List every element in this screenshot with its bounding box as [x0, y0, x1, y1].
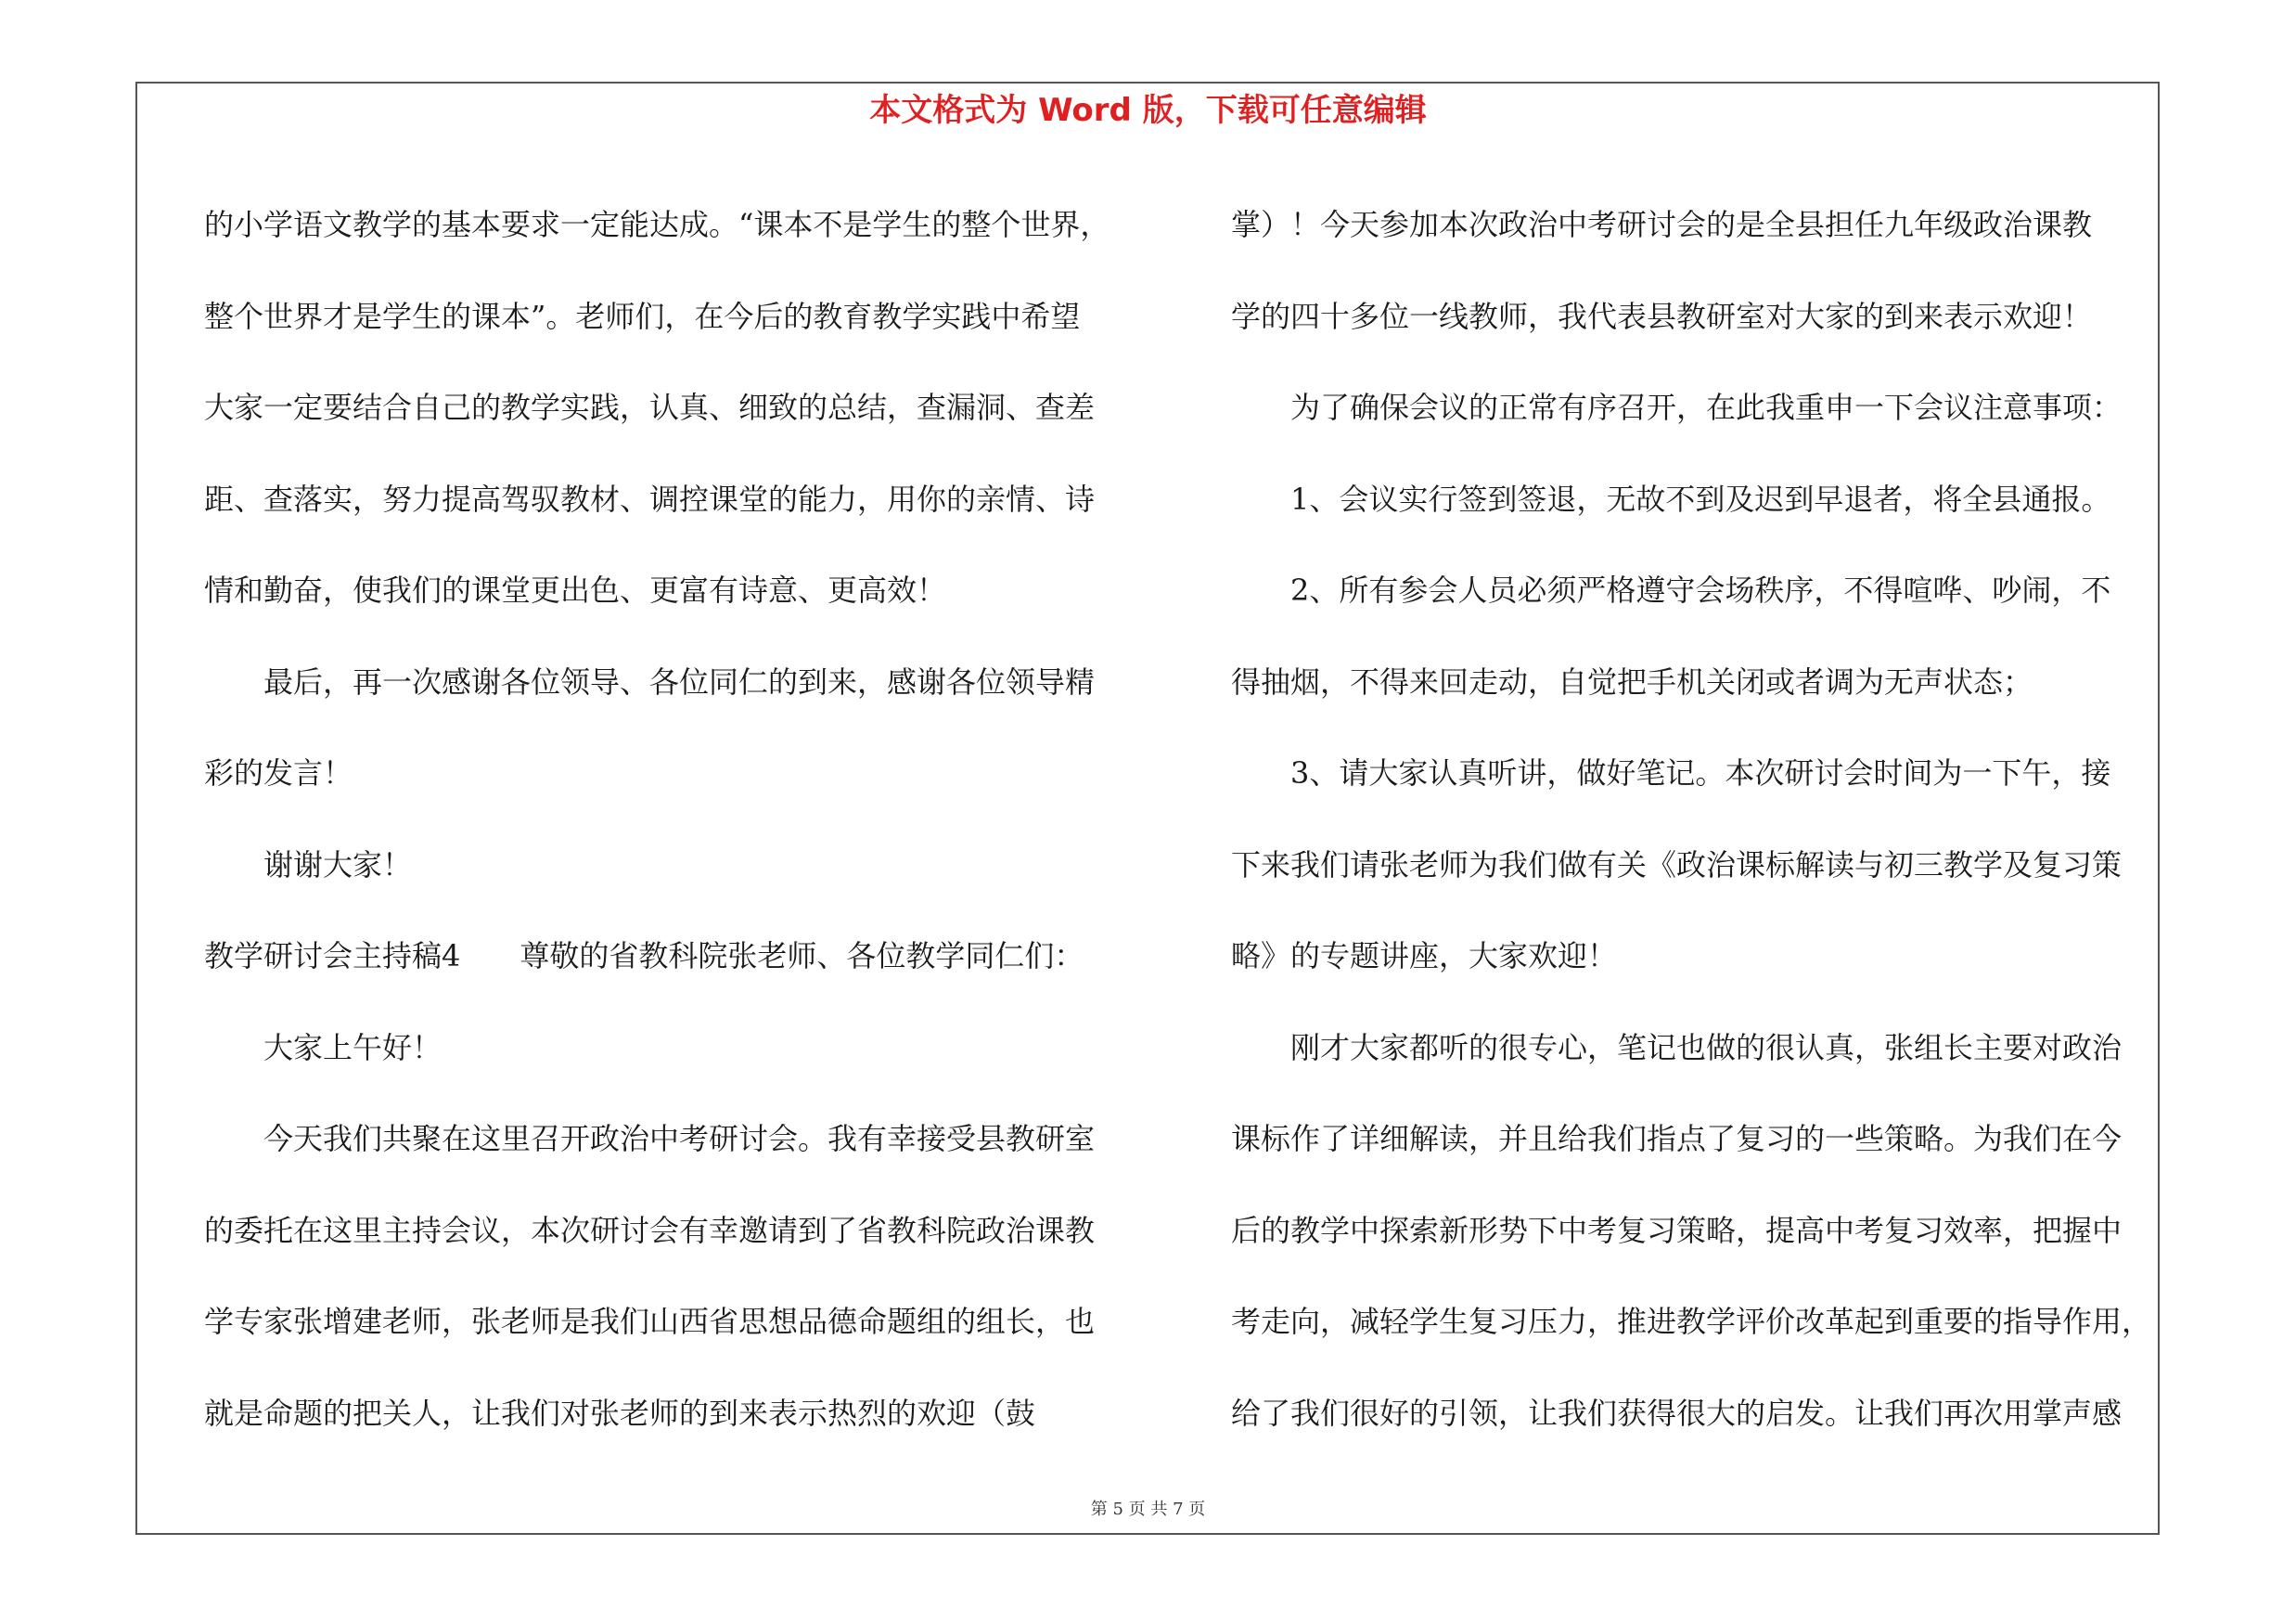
paragraph-line: 2、所有参会人员必须严格遵守会场秩序，不得喧哗、吵闹，不: [1290, 573, 2111, 608]
paragraph-line: 距、查落实，努力提高驾驭教材、调控课堂的能力，用你的亲情、诗: [204, 481, 1096, 517]
paragraph-line: 彩的发言！: [204, 755, 353, 791]
paragraph-line: 课标作了详细解读，并且给我们指点了复习的一些策略。为我们在今: [1231, 1121, 2123, 1156]
right-text-column: [1231, 179, 2159, 1459]
paragraph-line: 的委托在这里主持会议，本次研讨会有幸邀请到了省教科院政治课教: [204, 1212, 1096, 1248]
paragraph-line: 略》的专题讲座，大家欢迎！: [1231, 938, 1618, 973]
paragraph-line: 谢谢大家！: [263, 846, 413, 882]
paragraph-line: 给了我们很好的引领，让我们获得很大的启发。让我们再次用掌声感: [1231, 1395, 2123, 1431]
paragraph-line: 考走向，减轻学生复习压力，推进教学评价改革起到重要的指导作用，: [1231, 1304, 2152, 1339]
paragraph-line: 3、请大家认真听讲，做好笔记。本次研讨会时间为一下午，接: [1290, 755, 2111, 791]
paragraph-line: 就是命题的把关人，让我们对张老师的到来表示热烈的欢迎（鼓: [204, 1395, 1036, 1431]
word-format-banner: 本文格式为 Word 版，下载可任意编辑: [869, 92, 1427, 129]
section-heading-line: 教学研讨会主持稿4 尊敬的省教科院张老师、各位教学同仁们：: [204, 938, 1084, 973]
paragraph-line: 掌）！今天参加本次政治中考研讨会的是全县担任九年级政治课教: [1231, 207, 2093, 242]
paragraph-line: 为了确保会议的正常有序召开，在此我重申一下会议注意事项：: [1290, 390, 2123, 425]
paragraph-line: 学专家张增建老师，张老师是我们山西省思想品德命题组的组长，也: [204, 1304, 1096, 1339]
paragraph-line: 得抽烟，不得来回走动，自觉把手机关闭或者调为无声状态；: [1231, 663, 2033, 700]
paragraph-line: 整个世界才是学生的课本”。老师们，在今后的教育教学实践中希望: [204, 298, 1081, 334]
paragraph-line: 大家一定要结合自己的教学实践，认真、细致的总结，查漏洞、查差: [204, 390, 1096, 425]
left-text-column: [204, 179, 1169, 1459]
paragraph-line: 1、会议实行签到签退，无故不到及迟到早退者，将全县通报。: [1290, 481, 2111, 517]
paragraph-line: 学的四十多位一线教师，我代表县教研室对大家的到来表示欢迎！: [1231, 298, 2093, 334]
paragraph-line: 情和勤奋，使我们的课堂更出色、更富有诗意、更高效！: [204, 573, 947, 608]
paragraph-line: 大家上午好！: [263, 1029, 443, 1065]
paragraph-line: 的小学语文教学的基本要求一定能达成。“课本不是学生的整个世界，: [204, 207, 1110, 242]
paragraph-line: 今天我们共聚在这里召开政治中考研讨会。我有幸接受县教研室: [263, 1121, 1096, 1156]
page-number: 第 5 页 共 7 页: [1090, 1500, 1206, 1519]
paragraph-line: 后的教学中探索新形势下中考复习策略，提高中考复习效率，把握中: [1231, 1212, 2123, 1248]
paragraph-line: 最后，再一次感谢各位领导、各位同仁的到来，感谢各位领导精: [263, 663, 1096, 700]
paragraph-line: 刚才大家都听的很专心，笔记也做的很认真，张组长主要对政治: [1290, 1029, 2123, 1065]
paragraph-line: 下来我们请张老师为我们做有关《政治课标解读与初三教学及复习策: [1231, 846, 2123, 882]
